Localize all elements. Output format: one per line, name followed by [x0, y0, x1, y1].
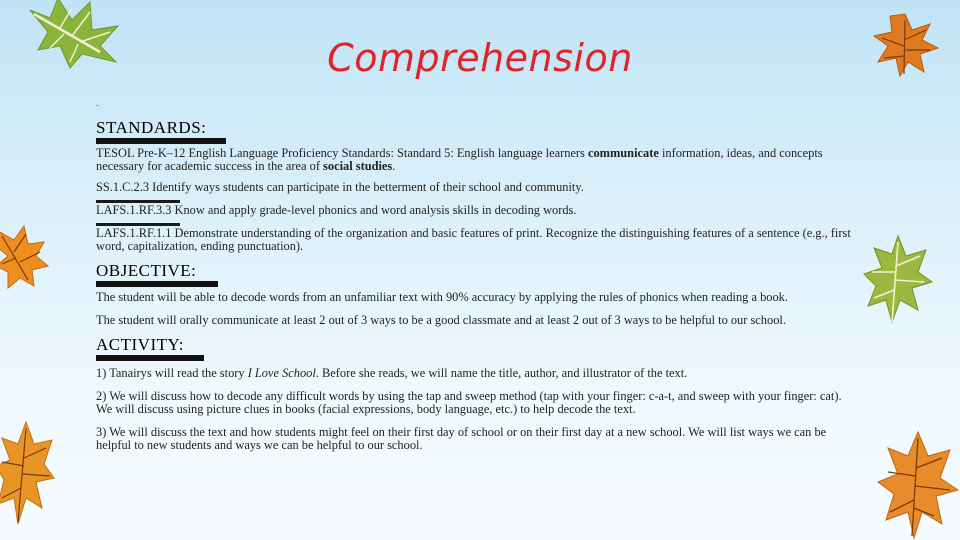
objective-text: The student will be able to decode words from an unfamiliar text with 90% accuracy by applying the rules of phonics when reading a book.	[96, 290, 788, 304]
standard-divider	[96, 200, 180, 203]
orange-leaf-left-icon	[0, 222, 50, 292]
green-leaf-right-icon	[862, 232, 934, 328]
objective-heading: OBJECTIVE:	[96, 261, 197, 280]
main-content	[96, 118, 856, 460]
activity-item	[96, 390, 856, 416]
standards-heading: STANDARDS:	[96, 118, 207, 137]
heading-underline	[96, 281, 218, 287]
heading-underline	[96, 355, 204, 361]
objective-section	[96, 261, 856, 287]
activity-item	[96, 367, 856, 380]
standard-divider	[96, 223, 180, 226]
stray-mark: .	[96, 98, 99, 109]
page-title: Comprehension	[327, 36, 633, 80]
orange-leaf-bottom-left-icon	[0, 418, 56, 528]
activity-section	[96, 335, 856, 361]
standard-tesol-text: TESOL Pre-K–12 English Language Proficiency Standards: Standard 5: English language learners communicate information, ideas, and concepts necessary for academic success in the area of social studies.	[96, 146, 823, 173]
objective-text: The student will orally communicate at least 2 out of 3 ways to be a good classmate and at least 2 out of 3 ways to be helpful to our school.	[96, 313, 786, 327]
activity-text: 3) We will discuss the text and how students might feel on their first day of school or on their first day at a new school. We will list ways we can be helpful to new students and ways we can be helpful to our school.	[96, 425, 827, 452]
standard-text: SS.1.C.2.3 Identify ways students can participate in the betterment of their school and community.	[96, 180, 584, 194]
objective-item	[96, 291, 856, 304]
activity-item	[96, 426, 856, 452]
heading-underline	[96, 138, 226, 144]
standard-item	[96, 204, 856, 217]
standard-tesol	[96, 147, 856, 173]
activity-text: 2) We will discuss how to decode any difficult words by using the tap and sweep method (tap with your finger: c-a-t, and sweep with your finger: cat). We will discuss using picture clues in books (facial expressions, body language, etc.) to help decode the text.	[96, 389, 842, 416]
standard-text: LAFS.1.RF.3.3 Know and apply grade-level phonics and word analysis skills in decoding words.	[96, 203, 577, 217]
objective-item	[96, 314, 856, 327]
orange-leaf-bottom-right-icon	[876, 428, 960, 540]
activity-heading: ACTIVITY:	[96, 335, 184, 354]
standards-section	[96, 118, 856, 144]
activity-text: 1) Tanairys will read the story I Love School. Before she reads, we will name the title, author, and illustrator of the text.	[96, 366, 688, 380]
standard-text: LAFS.1.RF.1.1 Demonstrate understanding of the organization and basic features of print. Recognize the distinguishing features of a sentence (e.g., first word, capitalization, ending punctuation).	[96, 226, 851, 253]
standard-item	[96, 227, 856, 253]
standard-item	[96, 181, 856, 194]
